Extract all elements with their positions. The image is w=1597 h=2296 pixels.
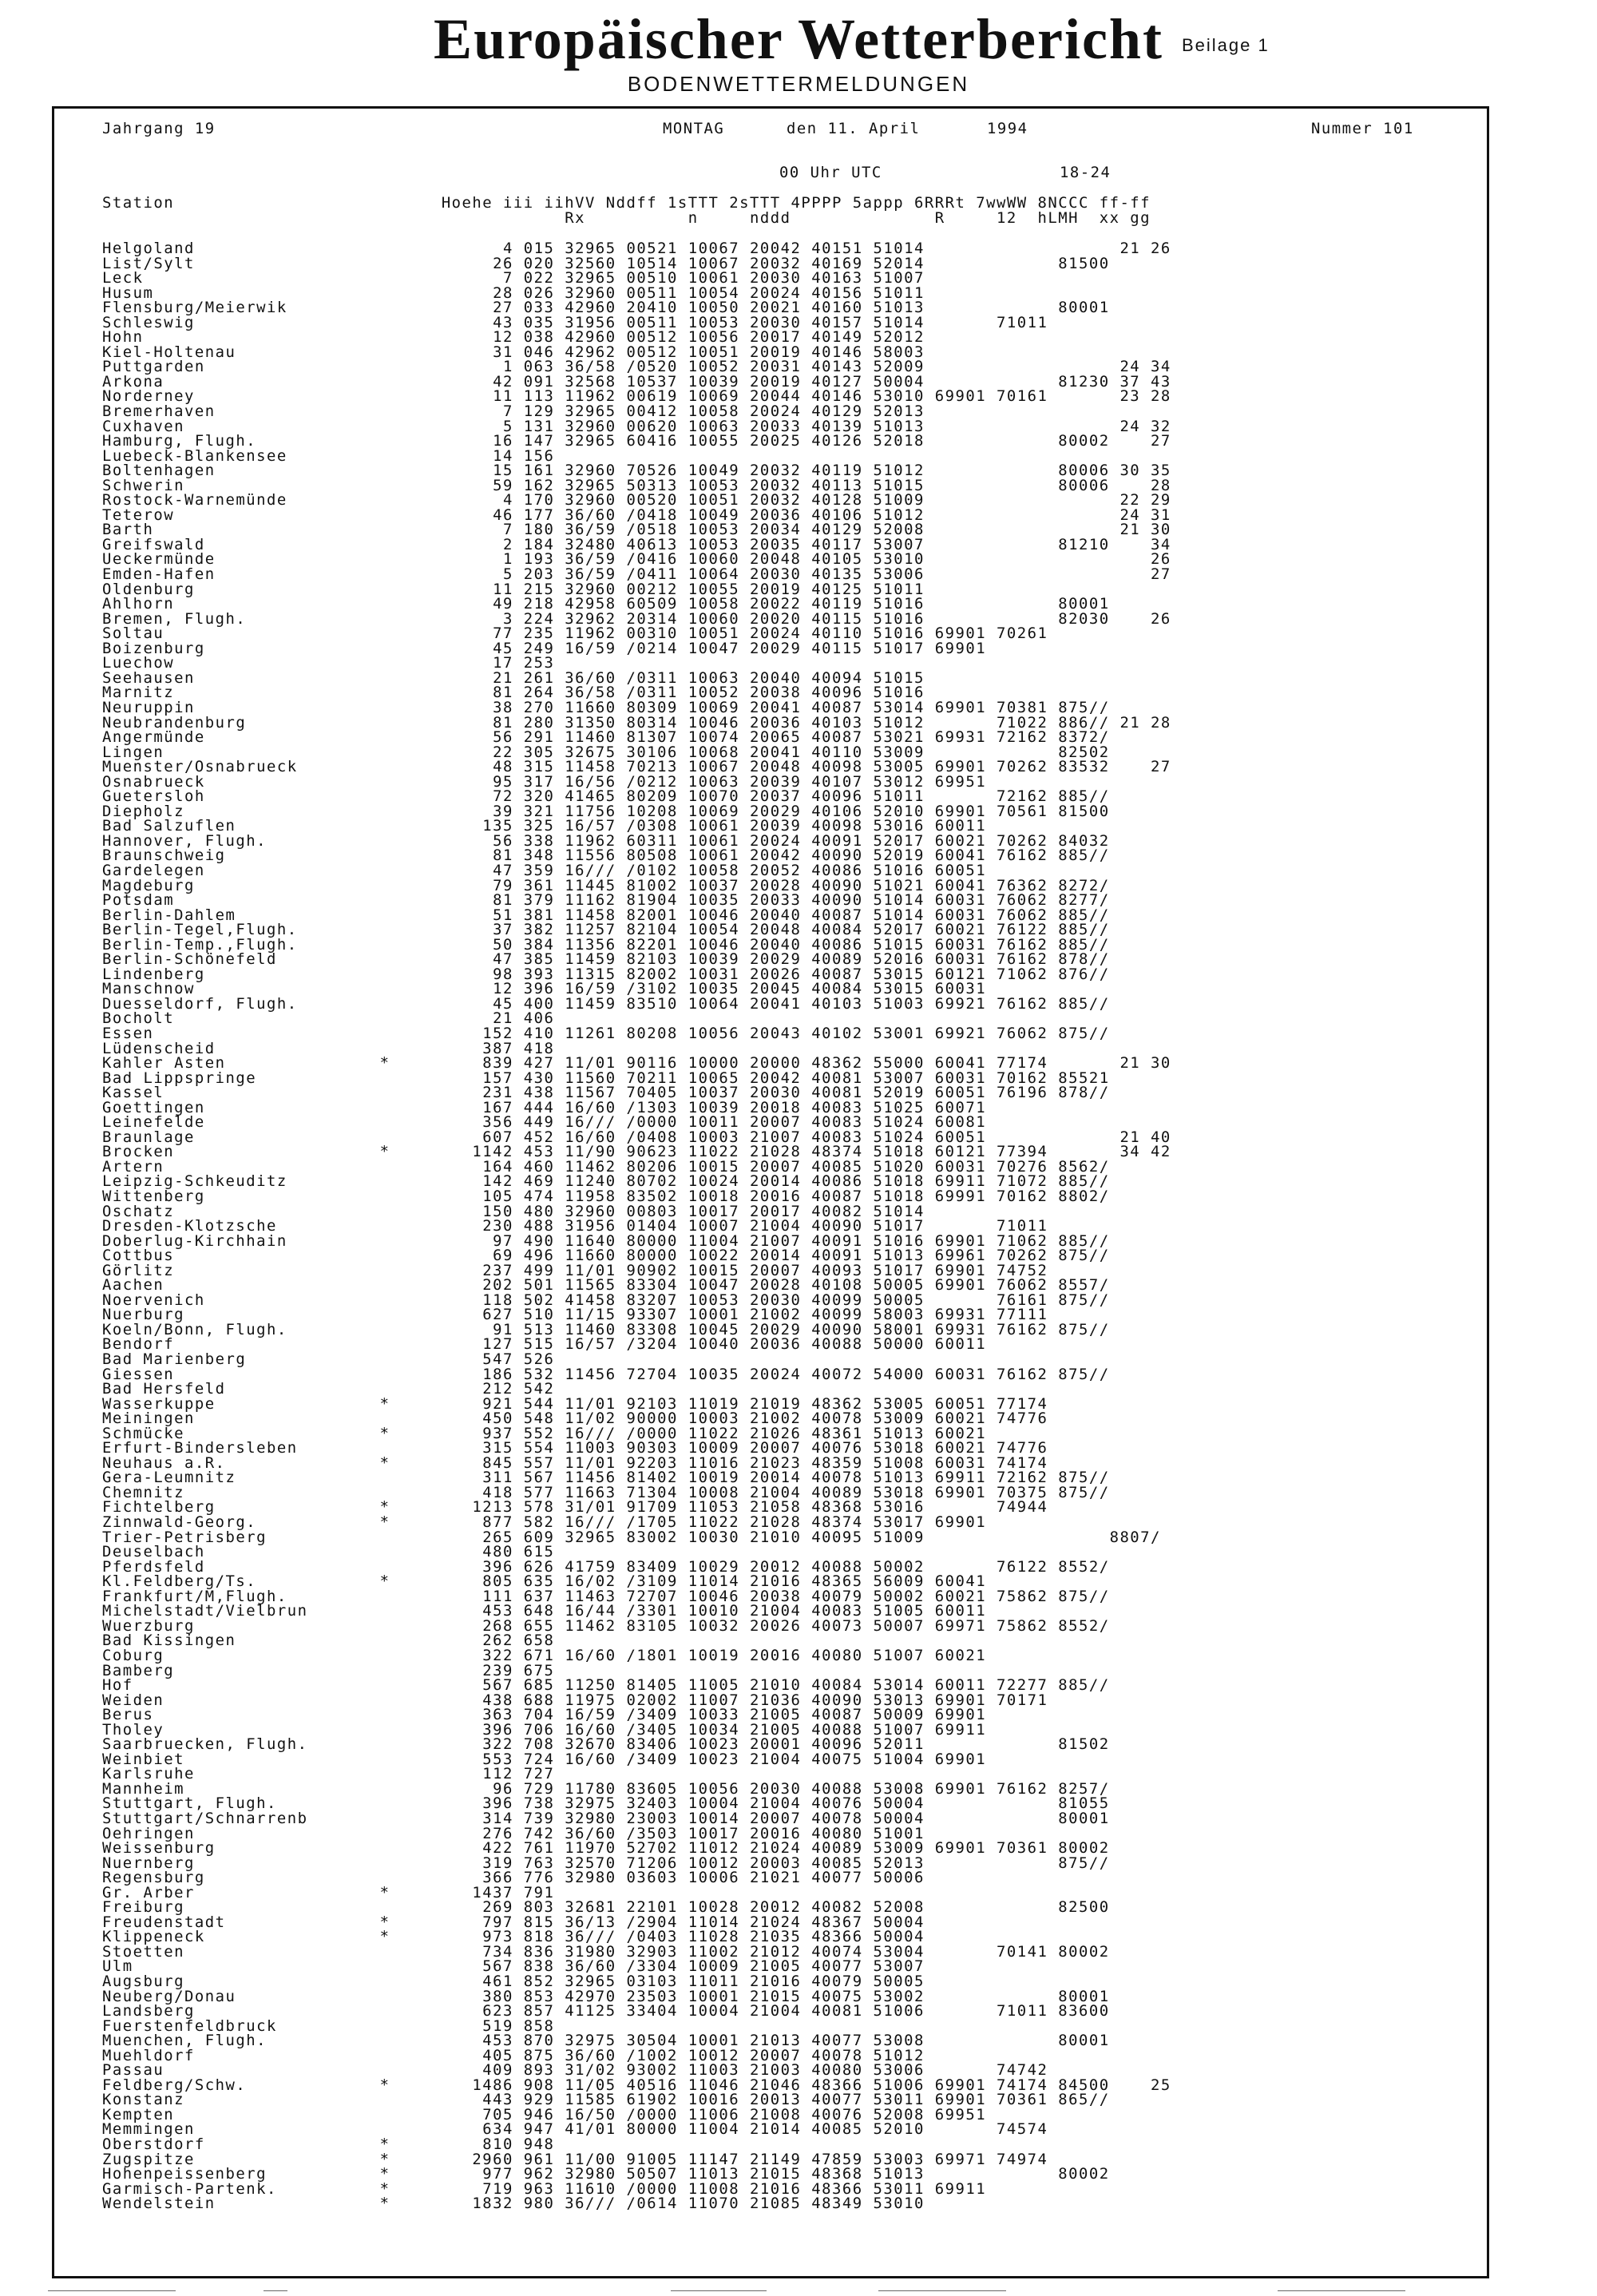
station-row: Bremen, Flugh. 3 224 32962 20314 10060 20020 40115 51016 82030 26 <box>102 609 1171 628</box>
station-row: Leck 7 022 32965 00510 10061 20030 40163 51007 <box>102 269 925 287</box>
station-row: Osnabrueck 95 317 16/56 /0212 10063 20039 40107 53012 69951 <box>102 772 987 791</box>
station-row: Brocken * 1142 453 11/90 90623 11022 21028 48374 51018 60121 77394 34 42 <box>102 1143 1171 1161</box>
report-title: Europäischer Wetterbericht <box>434 7 1163 71</box>
station-row: Noervenich 118 502 41458 83207 10053 20030 40099 50005 76161 875// <box>102 1291 1110 1309</box>
station-row: Schwerin 59 162 32965 50313 10053 20032 40113 51015 80006 28 <box>102 476 1171 494</box>
station-row: Guetersloh 72 320 41465 80209 10070 20037 40096 51011 72162 885// <box>102 787 1110 806</box>
station-row: Schleswig 43 035 31956 00511 10053 20030 40157 51014 71011 <box>102 313 1048 331</box>
station-row: Magdeburg 79 361 11445 81002 10037 20028 40090 51021 60041 76362 8272/ <box>102 876 1110 894</box>
station-row: Marnitz 81 264 36/58 /0311 10052 20038 40096 51016 <box>102 684 925 702</box>
station-row: Freudenstadt * 797 815 36/13 /2904 11014 21024 48367 50004 <box>102 1913 925 1931</box>
station-row: Bad Salzuflen 135 325 16/57 /0308 10061 20039 40098 53016 60011 <box>102 817 987 835</box>
station-row: Stuttgart/Schnarrenb 314 739 32980 23003 10014 20007 40078 50004 80001 <box>102 1809 1110 1827</box>
station-row: Aachen 202 501 11565 83304 10047 20028 40108 50005 69901 76062 8557/ <box>102 1276 1110 1295</box>
station-row: Teterow 46 177 36/60 /0418 10049 20036 40106 51012 24 31 <box>102 506 1171 524</box>
station-row: Luebeck-Blankensee 14 156 <box>102 446 555 465</box>
station-row: Neubrandenburg 81 280 31350 80314 10046 20036 40103 51012 71022 886// 21 28 <box>102 713 1171 732</box>
station-row: Koeln/Bonn, Flugh. 91 513 11460 83308 10045 20029 40090 58001 69931 76162 875// <box>102 1320 1110 1338</box>
station-row: Kassel 231 438 11567 70405 10037 20030 40081 52019 60051 76196 878// <box>102 1084 1110 1102</box>
station-row: Weissenburg 422 761 11970 52702 11012 21024 40089 53009 69901 70361 80002 <box>102 1839 1110 1858</box>
station-row: Görlitz 237 499 11/01 90902 10015 20007 40093 51017 69901 74752 <box>102 1261 1048 1279</box>
station-row: Hohn 12 038 42960 00512 10056 20017 40149 52012 <box>102 328 925 347</box>
station-row: Karlsruhe 112 727 <box>102 1765 555 1783</box>
station-row: Zugspitze * 2960 961 11/00 91005 11147 21149 47859 53003 69971 74974 <box>102 2150 1048 2168</box>
bottom-edge-mark <box>48 2290 176 2291</box>
station-row: Lingen 22 305 32675 30106 10068 20041 40110 53009 82502 <box>102 743 1110 761</box>
column-header-line1: Station Hoehe iii iihVV Nddff 1sTTT 2sTTT 4PPPP 5appp 6RRRt 7wwWW 8NCCC ff-ff <box>102 194 1151 212</box>
station-row: Potsdam 81 379 11162 81904 10035 20033 40090 51014 60031 76062 8277/ <box>102 891 1110 910</box>
station-row: Angermünde 56 291 11460 81307 10074 20065 40087 53021 69931 72162 8372/ <box>102 728 1110 747</box>
station-row: Manschnow 12 396 16/59 /3102 10035 20045 40084 53015 60031 <box>102 980 987 998</box>
station-row: Lindenberg 98 393 11315 82002 10031 20026 40087 53015 60121 71062 876// <box>102 965 1110 983</box>
station-row: Flensburg/Meierwik 27 033 42960 20410 10050 20021 40160 51013 80001 <box>102 299 1110 317</box>
station-row: Stuttgart, Flugh. 396 738 32975 32403 10004 21004 40076 50004 81055 <box>102 1794 1110 1813</box>
station-row: Weiden 438 688 11975 02002 11007 21036 40090 53013 69901 70171 <box>102 1691 1048 1709</box>
station-row: Stoetten 734 836 31980 32903 11002 21012 40074 53004 70141 80002 <box>102 1942 1110 1961</box>
station-row: Puttgarden 1 063 36/58 /0520 10052 20031 40143 52009 24 34 <box>102 358 1171 376</box>
station-row: Saarbruecken, Flugh. 322 708 32670 83406 10023 20001 40096 52011 81502 <box>102 1735 1110 1754</box>
column-header-line2: Rx n nddd R 12 hLMH xx gg <box>102 209 1151 227</box>
station-row: Bad Lippspringe 157 430 11560 70211 10065 20042 40081 53007 60031 70162 85521 <box>102 1069 1110 1087</box>
station-row: Konstanz 443 929 11585 61902 10016 20013 40077 53011 69901 70361 865// <box>102 2091 1110 2109</box>
station-row: Erfurt-Bindersleben 315 554 11003 90303 10009 20007 40076 53018 60021 74776 <box>102 1439 1048 1457</box>
station-row: Boltenhagen 15 161 32960 70526 10049 20032 40119 51012 80006 30 35 <box>102 462 1171 480</box>
station-row: Wendelstein * 1832 980 36/// /0614 11070 21085 48349 53010 <box>102 2195 925 2213</box>
report-subtitle: BODENWETTERMELDUNGEN <box>627 72 970 96</box>
station-row: Kl.Feldberg/Ts. * 805 635 16/02 /3109 11014 21016 48365 56009 60041 <box>102 1572 987 1591</box>
station-row: Meiningen 450 548 11/02 90000 10003 21002 40078 53009 60021 74776 <box>102 1410 1048 1428</box>
station-row: Michelstadt/Vielbrun 453 648 16/44 /3301 10010 21004 40083 51005 60011 <box>102 1602 987 1620</box>
station-row: Garmisch-Partenk. * 719 963 11610 /0000 11008 21016 48366 53011 69911 <box>102 2179 987 2198</box>
station-row: Mannheim 96 729 11780 83605 10056 20030 40088 53008 69901 76162 8257/ <box>102 1779 1110 1798</box>
station-row: Neuberg/Donau 380 853 42970 23503 10001 21015 40075 53002 80001 <box>102 1987 1110 2005</box>
time-label: 00 Uhr UTC <box>779 164 882 181</box>
station-row: Oehringen 276 742 36/60 /3503 10017 20016 40080 51001 <box>102 1824 925 1842</box>
station-row: Gardelegen 47 359 16/// /0102 10058 20052 40086 51016 60051 <box>102 861 987 879</box>
station-row: Bamberg 239 675 <box>102 1661 555 1679</box>
station-row: Muenchen, Flugh. 453 870 32975 30504 10001 21013 40077 53008 80001 <box>102 2032 1110 2050</box>
station-row: Arkona 42 091 32568 10537 10039 20019 40127 50004 81230 37 43 <box>102 372 1171 391</box>
station-row: Feldberg/Schw. * 1486 908 11/05 40516 11046 21046 48366 51006 69901 74174 84500 25 <box>102 2076 1171 2094</box>
station-row: Landsberg 623 857 41125 33404 10004 21004 40081 51006 71011 83600 <box>102 2002 1110 2020</box>
station-row: Wasserkuppe * 921 544 11/01 92103 11019 21019 48362 53005 60051 77174 <box>102 1394 1048 1413</box>
station-row: Schmücke * 937 552 16/// /0000 11022 21026 48361 51013 60021 <box>102 1424 987 1442</box>
station-row: Leinefelde 356 449 16/// /0000 10011 20007 40083 51024 60081 <box>102 1113 987 1132</box>
station-row: Memmingen 634 947 41/01 80000 11004 21014 40085 52010 74574 <box>102 2120 1048 2139</box>
station-row: Hannover, Flugh. 56 338 11962 60311 10061 20024 40091 52017 60021 70262 84032 <box>102 831 1110 850</box>
station-row: Bendorf 127 515 16/57 /3204 10040 20036 40088 50000 60011 <box>102 1335 987 1354</box>
station-row: Ulm 567 838 36/60 /3304 10009 21005 40077 53007 <box>102 1957 925 1976</box>
station-row: Fichtelberg * 1213 578 31/01 91709 11053 21058 48368 53016 74944 <box>102 1498 1048 1517</box>
station-row: Greifswald 2 184 32480 40613 10053 20035 40117 53007 81210 34 <box>102 535 1171 553</box>
station-row: Giessen 186 532 11456 72704 10035 20024 40072 54000 60031 76162 875// <box>102 1365 1110 1383</box>
station-row: Nuerburg 627 510 11/15 93307 10001 21002 40099 58003 69931 77111 <box>102 1306 1048 1324</box>
station-row: Kahler Asten * 839 427 11/01 90116 10000 20000 48362 55000 60041 77174 21 30 <box>102 1054 1171 1073</box>
station-row: Ueckermünde 1 193 36/59 /0416 10060 20048 40105 53010 26 <box>102 550 1171 569</box>
station-row: Doberlug-Kirchhain 97 490 11640 80000 11004 21007 40091 51016 69901 71062 885// <box>102 1231 1110 1250</box>
station-row: Bad Kissingen 262 658 <box>102 1632 555 1650</box>
station-row: Passau 409 893 31/02 93002 11003 21003 40080 53006 74742 <box>102 2061 1048 2080</box>
bottom-edge-mark <box>671 2290 767 2291</box>
station-row: Hof 567 685 11250 81405 11005 21010 40084 53014 60011 72277 885// <box>102 1676 1110 1695</box>
station-row: Lüdenscheid 387 418 <box>102 1039 555 1057</box>
station-row: Cottbus 69 496 11660 80000 10022 20014 40091 51013 69961 70262 875// <box>102 1247 1110 1265</box>
year-label: 1994 <box>987 120 1028 137</box>
station-row: Fuerstenfeldbruck 519 858 <box>102 2016 555 2035</box>
station-row: Dresden-Klotzsche 230 488 31956 01404 10007 21004 40090 51017 71011 <box>102 1217 1048 1235</box>
station-row: Diepholz 39 321 11756 10208 10069 20029 40106 52010 69901 70561 81500 <box>102 802 1110 820</box>
beilage-label: Beilage 1 <box>1182 35 1270 55</box>
bottom-edge-mark <box>878 2290 1006 2291</box>
station-row: Klippeneck * 973 818 36/// /0403 11028 21035 48366 50004 <box>102 1928 925 1946</box>
station-row: Nuernberg 319 763 32570 71206 10012 20003 40085 52013 875// <box>102 1854 1110 1872</box>
station-row: Bad Hersfeld 212 542 <box>102 1380 555 1398</box>
period-label: 18-24 <box>1060 164 1112 181</box>
station-row: Neuhaus a.R. * 845 557 11/01 92203 11016 21023 48359 51008 60031 74174 <box>102 1453 1048 1472</box>
station-row: Hamburg, Flugh. 16 147 32965 60416 10055 20025 40126 52018 80002 27 <box>102 432 1171 450</box>
issue-number: Nummer 101 <box>1311 120 1414 137</box>
station-row: Gr. Arber * 1437 791 <box>102 1883 555 1901</box>
weekday-label: MONTAG <box>663 120 725 137</box>
station-row: Deuselbach 480 615 <box>102 1543 555 1561</box>
station-row: Pferdsfeld 396 626 41759 83409 10029 20012 40088 50002 76122 8552/ <box>102 1557 1110 1576</box>
jahrgang-label: Jahrgang 19 <box>102 120 216 137</box>
station-row: Boizenburg 45 249 16/59 /0214 10047 20029 40115 51017 69901 <box>102 639 987 657</box>
station-row: Frankfurt/M,Flugh. 111 637 11463 72707 10046 20038 40079 50002 60021 75862 875// <box>102 1587 1110 1605</box>
station-row: Oberstdorf * 810 948 <box>102 2135 555 2153</box>
station-row: Regensburg 366 776 32980 03603 10006 21021 40077 50006 <box>102 1869 925 1887</box>
station-row: Goettingen 167 444 16/60 /1303 10039 20018 40083 51025 60071 <box>102 1098 987 1116</box>
station-row: Muehldorf 405 875 36/60 /1002 10012 20007 40078 51012 <box>102 2046 925 2064</box>
station-row: Berlin-Tegel,Flugh. 37 382 11257 82104 10054 20048 40084 52017 60021 76122 885// <box>102 921 1110 939</box>
station-row: Kiel-Holtenau 31 046 42962 00512 10051 20019 40146 58003 <box>102 343 925 361</box>
station-row: Luechow 17 253 <box>102 654 555 672</box>
date-label: den 11. April <box>787 120 921 137</box>
station-row: Artern 164 460 11462 80206 10015 20007 40085 51020 60031 70276 8562/ <box>102 1157 1110 1176</box>
station-row: Tholey 396 706 16/60 /3405 10034 21005 40088 51007 69911 <box>102 1720 987 1739</box>
station-row: Berlin-Temp.,Flugh. 50 384 11356 82201 10046 20040 40086 51015 60031 76162 885// <box>102 935 1110 954</box>
station-row: Hohenpeissenberg * 977 962 32980 50507 11013 21015 48368 51013 80002 <box>102 2165 1110 2183</box>
station-row: Barth 7 180 36/59 /0518 10053 20034 40129 52008 21 30 <box>102 521 1171 539</box>
station-row: Oldenburg 11 215 32960 00212 10055 20019 40125 51011 <box>102 580 925 598</box>
station-row: Bocholt 21 406 <box>102 1009 555 1028</box>
bottom-edge-mark <box>1278 2290 1405 2291</box>
station-row: Husum 28 026 32960 00511 10054 20024 40156 51011 <box>102 284 925 302</box>
station-row: Rostock-Warnemünde 4 170 32960 00520 10051 20032 40128 51009 22 29 <box>102 491 1171 510</box>
station-row: Essen 152 410 11261 80208 10056 20043 40102 53001 69921 76062 875// <box>102 1024 1110 1042</box>
station-row: Berlin-Schönefeld 47 385 11459 82103 10039 20029 40089 52016 60031 76162 878// <box>102 950 1110 969</box>
station-row: Chemnitz 418 577 11663 71304 10008 21004 40089 53018 69901 70375 875// <box>102 1483 1110 1501</box>
station-row: Cuxhaven 5 131 32960 00620 10063 20033 40139 51013 24 32 <box>102 417 1171 435</box>
station-row: Weinbiet 553 724 16/60 /3409 10023 21004 40075 51004 69901 <box>102 1750 987 1768</box>
station-row: Wittenberg 105 474 11958 83502 10018 20016 40087 51018 69991 70162 8802/ <box>102 1188 1110 1205</box>
station-row: Bremerhaven 7 129 32965 00412 10058 20024 40129 52013 <box>102 402 925 421</box>
station-row: List/Sylt 26 020 32560 10514 10067 20032 40169 52014 81500 <box>102 254 1110 272</box>
station-row: Kempten 705 946 16/50 /0000 11006 21008 40076 52008 69951 <box>102 2105 987 2124</box>
station-row: Neuruppin 38 270 11660 80309 10069 20041 40087 53014 69901 70381 875// <box>102 698 1110 716</box>
station-row: Duesseldorf, Flugh. 45 400 11459 83510 10064 20041 40103 51003 69921 76162 885// <box>102 994 1110 1013</box>
station-row: Coburg 322 671 16/60 /1801 10019 20016 40080 51007 60021 <box>102 1646 987 1664</box>
station-row: Seehausen 21 261 36/60 /0311 10063 20040 40094 51015 <box>102 668 925 687</box>
station-row: Norderney 11 113 11962 00619 10069 20044 40146 53010 69901 70161 23 28 <box>102 387 1171 406</box>
station-row: Bad Marienberg 547 526 <box>102 1350 555 1369</box>
station-row: Emden-Hafen 5 203 36/59 /0411 10064 20030 40135 53006 27 <box>102 565 1171 584</box>
station-row: Berlin-Dahlem 51 381 11458 82001 10046 20040 40087 51014 60031 76062 885// <box>102 906 1110 924</box>
station-row: Braunlage 607 452 16/60 /0408 10003 21007 40083 51024 60051 21 40 <box>102 1128 1171 1146</box>
station-row: Leipzig-Schkeuditz 142 469 11240 80702 10024 20014 40086 51018 69911 71072 885// <box>102 1172 1110 1191</box>
station-row: Zinnwald-Georg. * 877 582 16/// /1705 11022 21028 48374 53017 69901 <box>102 1513 987 1532</box>
station-row: Ahlhorn 49 218 42958 60509 10058 20022 40119 51016 80001 <box>102 595 1110 613</box>
station-row: Soltau 77 235 11962 00310 10051 20024 40110 51016 69901 70261 <box>102 625 1048 643</box>
station-row: Freiburg 269 803 32681 22101 10028 20012 40082 52008 82500 <box>102 1898 1110 1917</box>
station-row: Helgoland 4 015 32965 00521 10067 20042 40151 51014 21 26 <box>102 240 1171 257</box>
station-row: Berus 363 704 16/59 /3409 10033 21005 40087 50009 69901 <box>102 1706 987 1724</box>
bottom-edge-mark <box>264 2290 287 2291</box>
station-row: Wuerzburg 268 655 11462 83105 10032 20026 40073 50007 69971 75862 8552/ <box>102 1616 1110 1635</box>
station-row: Braunschweig 81 348 11556 80508 10061 20042 40090 52019 60041 76162 885// <box>102 847 1110 865</box>
station-row: Oschatz 150 480 32960 00803 10017 20017 40082 51014 <box>102 1202 925 1220</box>
station-row: Muenster/Osnabrueck 48 315 11458 70213 10067 20048 40098 53005 69901 70262 83532 27 <box>102 758 1171 776</box>
station-row: Trier-Petrisberg 265 609 32965 83002 10030 21010 40095 51009 8807/ <box>102 1528 1161 1546</box>
station-row: Gera-Leumnitz 311 567 11456 81402 10019 20014 40078 51013 69911 72162 875// <box>102 1469 1110 1487</box>
station-table <box>102 241 1171 2211</box>
station-row: Augsburg 461 852 32965 03103 11011 21016 40079 50005 <box>102 1972 925 1990</box>
